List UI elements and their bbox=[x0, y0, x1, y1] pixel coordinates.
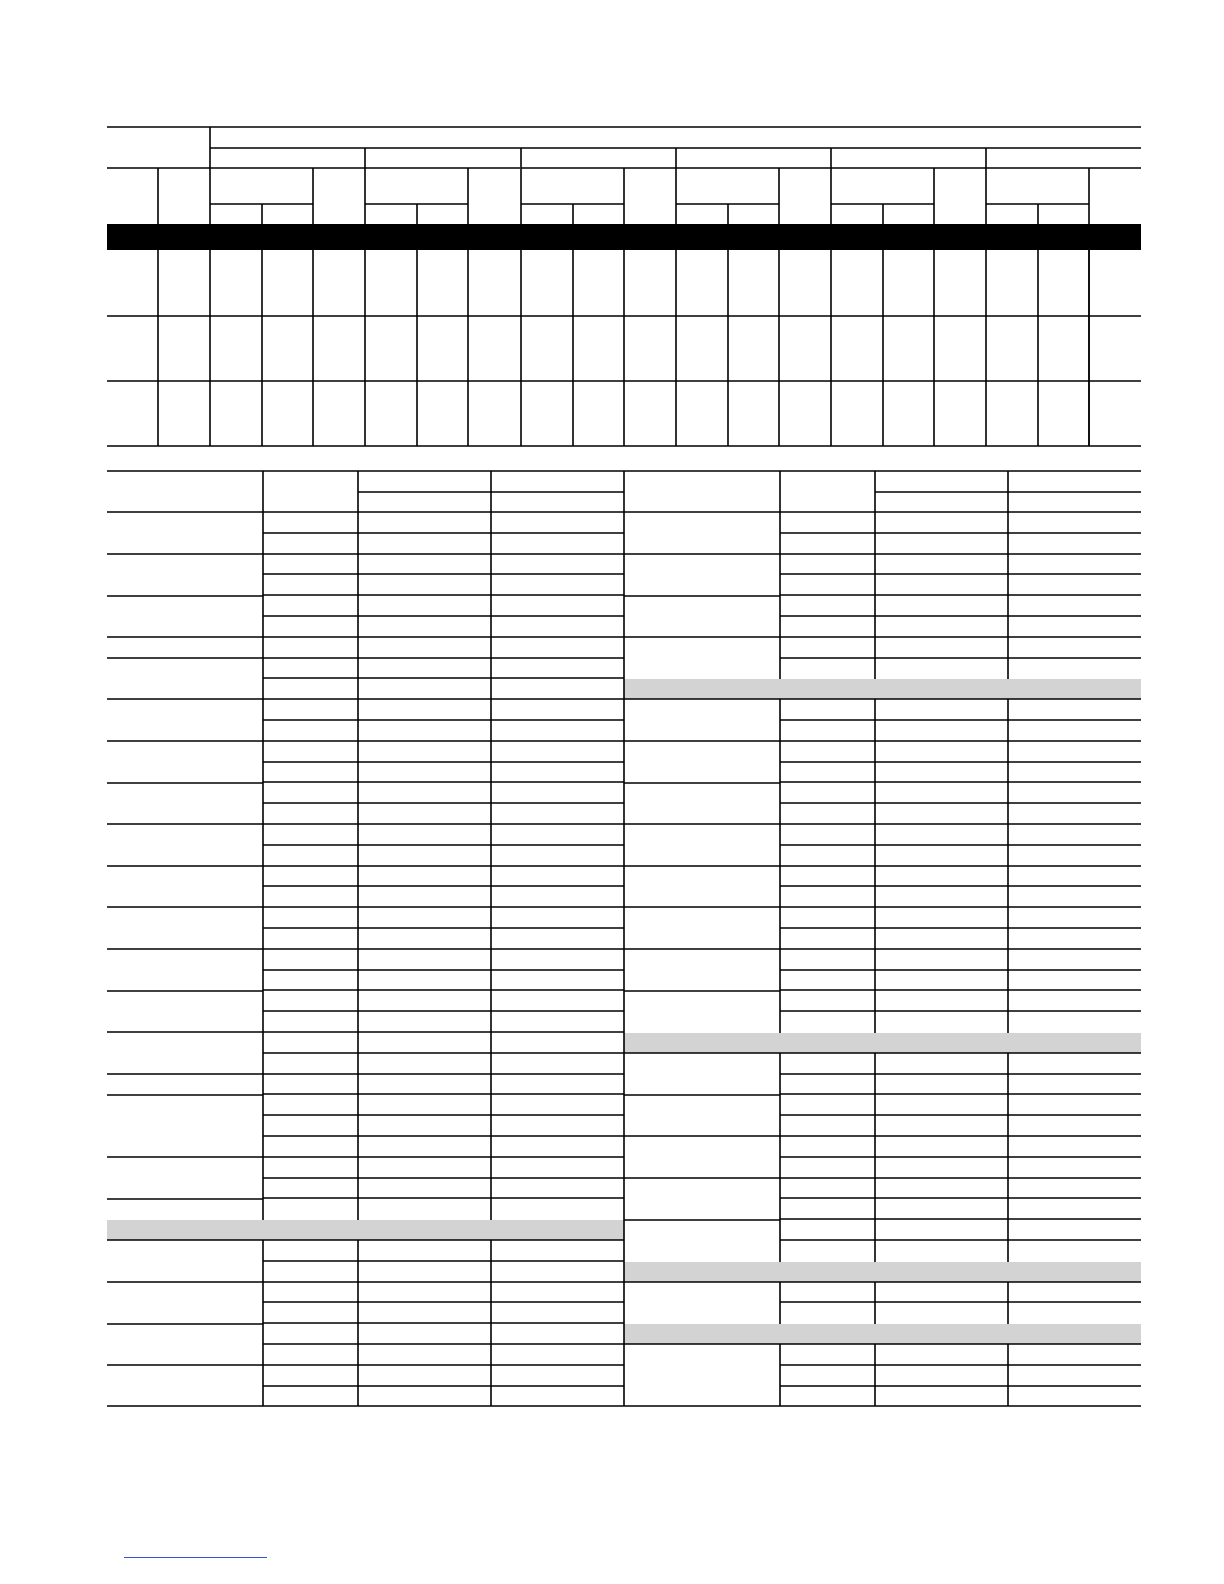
ratings-right-section-band bbox=[624, 1033, 1141, 1053]
ratings-right-section-band bbox=[624, 1262, 1141, 1282]
ratings-right-section-band bbox=[624, 1324, 1141, 1344]
ratings-right-section-band bbox=[624, 679, 1141, 699]
perf-table-header-bar bbox=[107, 224, 1141, 250]
footer-rule bbox=[124, 1557, 267, 1558]
ratings-left-section-band bbox=[107, 1220, 624, 1240]
